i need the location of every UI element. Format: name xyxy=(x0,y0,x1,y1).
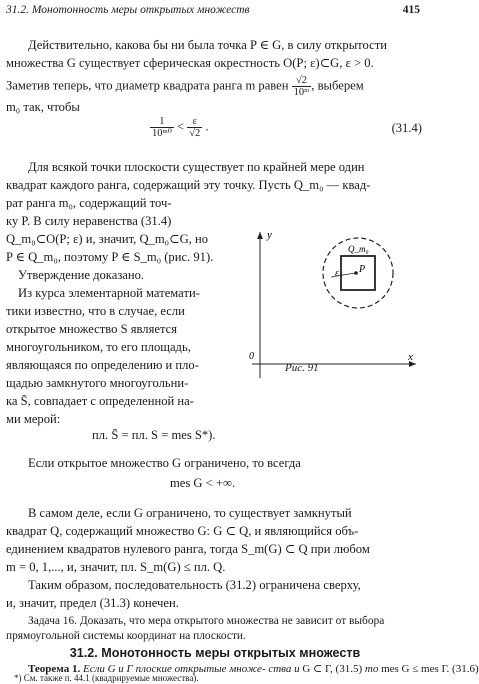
page-number: 415 xyxy=(402,4,420,16)
paragraph-4: Из курса элементарной математи- тики известно, что в случае, если открытое множество S является многоугольником, то его площадь, являющаяся по определению и пло- щадью замкнутого многоугольни- ка S̄, совпадает с определенной на- ми мерой: xyxy=(6,286,200,426)
figure-caption: Рис. 91 xyxy=(285,362,319,374)
square-label: Q_m₀ xyxy=(348,244,369,254)
y-label: y xyxy=(267,229,272,241)
x-label: x xyxy=(408,351,413,363)
theorem-1: Теорема 1. Если G и Γ плоские открытые множе- ства и G ⊂ Γ, (31.5) то mes G ≤ mes Γ. (31.6) xyxy=(28,663,479,675)
paragraph-2: Заметив теперь, что диаметр квадрата ранга m равен $\frac{√2}{\text{10ᵐ}}$ , выберем m₀ так, чтобы xyxy=(6,75,418,116)
equation-number: (31.4) xyxy=(391,121,422,135)
paragraph-5: Если открытое множество G ограничено, то всегда xyxy=(28,456,301,470)
epsilon-label: ε xyxy=(335,268,339,279)
square-q-m0 xyxy=(341,256,375,290)
figure-91 xyxy=(240,230,418,380)
section-title: 31.2. Монотонность меры открытых множеств xyxy=(69,646,361,660)
origin-label: 0 xyxy=(249,351,254,362)
task-16: Задача 16. Доказать, что мера открытого множества не зависит от выбора прямоугольной системы координат на плоскости. xyxy=(6,615,385,642)
paragraph-3: Для всякой точки плоскости существует по крайней мере один квадрат каждого ранга, содержащий эту точку. Пусть Q_m₀ — квад- xyxy=(6,160,371,192)
paragraph-6: В самом деле, если G ограничено, то существует замкнутый квадрат Q, содержащий множество G: G ⊂ Q, и являющийся объ- единением квадратов нулевого ранга, тогда S_m(G) ⊂ Q при любом m = 0, 1,..., и, значит, пл. S_m(G) ≤ пл. Q. xyxy=(6,506,370,574)
running-title: 31.2. Монотонность меры открытых множеств xyxy=(6,4,250,16)
line: Действительно, какова бы ни была точка P ∈ G, в силу открытости xyxy=(28,38,387,52)
point-label: P xyxy=(359,264,366,275)
paragraph-3-narrow: рат ранга m₀, содержащий точ- ку P. В силу неравенства (31.4) Q_m₀⊂O(P; ε) и, значит, Q_m₀⊂G, но P ∈ Q_m₀, поэтому P ∈ S_m₀ (рис. 91). Утверждение доказано. xyxy=(6,196,214,282)
equation-31-4: $\frac{1}{\text{10ᵐ⁰}}$ < $\frac{\varepsilon}{√2}$ . xyxy=(152,116,209,139)
equation-bounded: mes G < +∞. xyxy=(170,476,236,490)
equation-area: пл. S̄ = пл. S = mes S*). xyxy=(92,428,216,442)
paragraph-1 xyxy=(6,36,418,72)
line: m₀ так, чтобы xyxy=(6,100,80,114)
page-header xyxy=(6,4,420,20)
footnote: *) См. также п. 44.1 (квадрируемые множества). xyxy=(14,673,199,683)
fraction: $\frac{√2}{\text{10ᵐ}}$ xyxy=(293,75,310,98)
text: Заметив теперь, что диаметр квадрата ранга m равен xyxy=(6,78,289,93)
y-arrow-icon xyxy=(257,232,263,239)
line: множества G существует сферическая окрестность O(P; ε)⊂G, ε > 0. xyxy=(6,56,374,70)
paragraph-7: Таким образом, последовательность (31.2) ограничена сверху, и, значит, предел (31.3) конечен. xyxy=(6,578,361,610)
